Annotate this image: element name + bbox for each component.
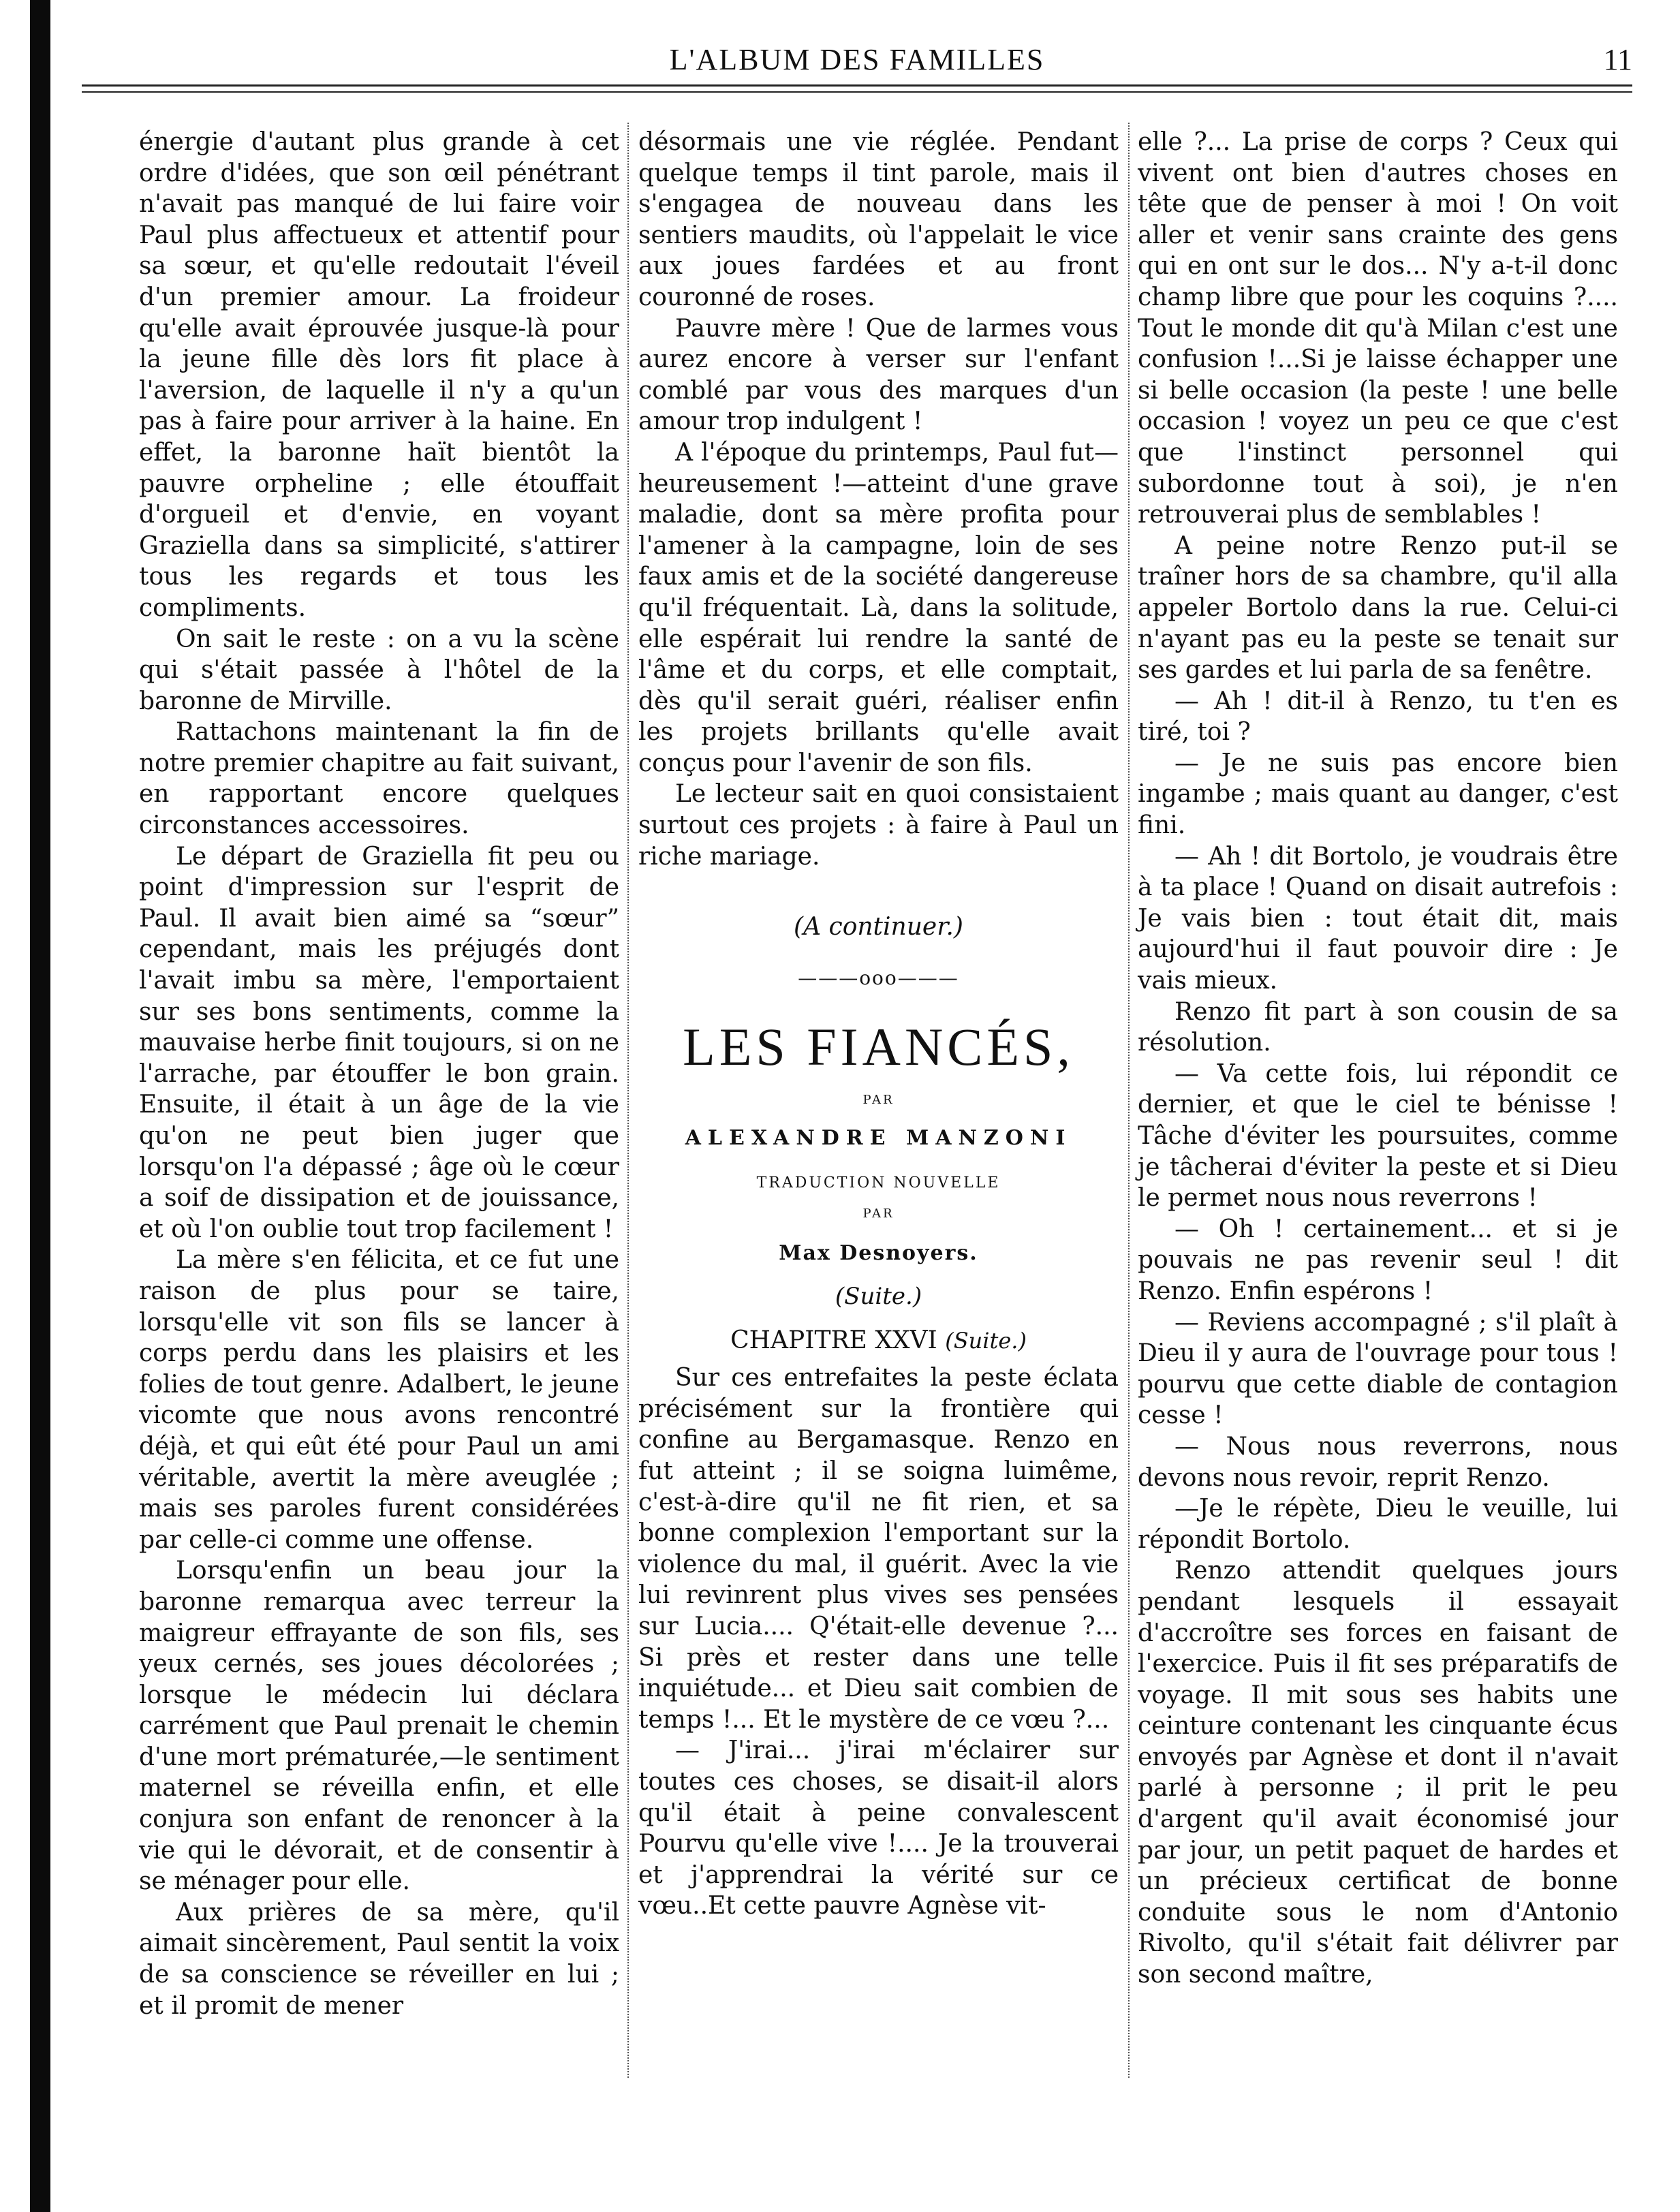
paragraph: Renzo attendit quelques jours pendant lesquels il essayait d'accroître ses forces en faisant de l'exercice. Puis il fit ses préparatifs de voyage. Il mit sous ses habits une ceinture contenant les cinquante écus envoyés par Agnèse et dont il n'avait parlé à personne ; il prit le peu d'argent qu'il avait économisé jour par jour, un petit paquet de hardes et un précieux certificat de bonne conduite sous le nom d'Antonio Rivolto, qu'il s'était fait délivrer par son second maître, [1138,1557,1618,1989]
paragraph: Rattachons maintenant la fin de notre premier chapitre au fait suivant, en rapportant encore quelques circonstances accessoires. [139,718,619,840]
paragraph: Renzo fit part à son cousin de sa résolution. [1138,997,1618,1057]
section-separator: ———ooo——— [798,967,959,990]
to-be-continued: (A continuer.) [794,913,963,941]
paragraph: Pauvre mère ! Que de larmes vous aurez encore à verser sur l'enfant comblé par vous des marques d'un amour trop indulgent ! [638,314,1119,436]
chapter-heading [638,1326,1119,1354]
translator-name: Max Desnoyers. [779,1241,978,1266]
header-rule-thin [82,91,1632,93]
paragraph: Sur ces entrefaites la peste éclata précisément sur la frontière qui confine au Bergamasque. Renzo en fut atteint ; il se soigna luimême, c'est-à-dire qu'il ne fit rien, et sa bonne complexion l'emportant sur la violence du mal, il guérit. Avec la vie lui revinrent plus vives ses pensées sur Lucia.... Q'était-elle devenue ?... Si près et rester dans une telle inquiétude... et Dieu sait combien de temps !... Et le mystère de ce vœu ?... [638,1364,1119,1734]
paragraph: désormais une vie réglée. Pendant quelque temps il tint parole, mais il s'engagea de nouveau dans les sentiers maudits, où l'appelait le vice aux joues fardées et au front couronné de roses. [638,128,1119,311]
paragraph: A peine notre Renzo put-il se traîner hors de sa chambre, qu'il alla appeler Bortolo dans la rue. Celui-ci n'ayant pas eu la peste se tenait sur ses gardes et lui parla de sa fenêtre. [1138,531,1618,685]
paragraph: Le lecteur sait en quoi consistaient surtout ces projets : à faire à Paul un riche mariage. [638,780,1119,871]
suite-note: (Suite.) [835,1283,922,1311]
page-number: 11 [1603,43,1632,76]
paragraph: — J'irai... j'irai m'éclairer sur toutes ces choses, se disait-il alors qu'il était à peine convalescent Pourvu qu'elle vive !.... Je la trouverai et j'apprendrai la vérité sur ce vœu..Et cette pauvre Agnèse vit- [638,1736,1119,1920]
column-divider [1128,123,1130,2078]
journal-title: L'ALBUM DES FAMILLES [669,43,1045,76]
paragraph: — Ah ! dit Bortolo, je voudrais être à ta place ! Quand on disait autrefois : Je vais bien : tout était dit, mais aujourd'hui il faut pouvoir dire : Je vais mieux. [1138,842,1618,995]
translation-note: TRADUCTION NOUVELLE [756,1174,1001,1192]
paragraph: — Reviens accompagné ; s'il plaît à Dieu il y aura de l'ouvrage pour tous ! pourvu que cette diable de contagion cesse ! [1138,1308,1618,1430]
chapter-title: CHAPITRE XXVI [730,1326,937,1355]
paragraph: On sait le reste : on a vu la scène qui s'était passée à l'hôtel de la baronne de Mirville. [139,625,619,715]
paragraph: — Va cette fois, lui répondit ce dernier, et que le ciel te bénisse ! Tâche d'éviter les poursuites, comme je tâcherai d'éviter la peste et si Dieu le permet nous nous reverrons ! [1138,1059,1618,1213]
column-3 [1138,127,1618,1991]
header-rule [82,84,1632,87]
paragraph: elle ?... La prise de corps ? Ceux qui vivent ont bien d'autres choses en tête que de penser à moi ! On voit aller et venir sans crainte des gens qui en ont sur le dos... N'y a-t-il donc champ libre que pour les coquins ?.... Tout le monde dit qu'à Milan c'est une confusion !...Si je laisse échapper une si belle occasion (la peste ! une belle occasion ! voyez un peu ce que c'est que l'instinct personnel qui subordonne tout à soi), je n'en retrouverai plus de semblables ! [1138,128,1618,529]
byline-par-2: PAR [862,1206,895,1221]
paragraph: A l'époque du printemps, Paul fut—heureusement !—atteint d'une grave maladie, dont sa mère profita pour l'amener à la campagne, loin de ses faux amis et de la société dangereuse qu'il fréquentait. Là, dans la solitude, elle espérait lui rendre la santé de l'âme et du corps, et elle comptait, dès qu'il serait guéri, réaliser enfin les projets brillants qu'elle avait conçus pour l'avenir de son fils. [638,438,1119,777]
column-1 [139,127,619,2021]
author-name: ALEXANDRE MANZONI [685,1126,1072,1151]
column-divider [627,123,629,2078]
paragraph: —Je le répète, Dieu le veuille, lui répondit Bortolo. [1138,1495,1618,1554]
paragraph: — Ah ! dit-il à Renzo, tu t'en es tiré, toi ? [1138,687,1618,747]
binding-edge [30,0,50,2212]
paragraph: La mère s'en félicita, et ce fut une raison de plus pour se taire, lorsqu'elle vit son fils se lancer à corps perdu dans les plaisirs et les folies de tout genre. Adalbert, le jeune vicomte que nous avons rencontré déjà, et qui eût été pour Paul un ami véritable, avertit la mère aveuglée ; mais ses paroles furent considérées par celle-ci comme une offense. [139,1246,619,1554]
paragraph: Le départ de Graziella fit peu ou point d'impression sur l'esprit de Paul. Il avait bien aimé sa “sœur” cependant, mais les préjugés dont l'avait imbu sa mère, l'emportaient sur ses bons sentiments, comme la mauvaise herbe finit toujours, si on ne l'arrache, par étouffer le bon grain. Ensuite, il était à un âge de la vie qu'on ne peut bien juger que lorsqu'on l'a dépassé ; âge où le cœur a soif de dissipation et de jouissance, et où l'on oublie tout trop facilement ! [139,842,619,1243]
paragraph: énergie d'autant plus grande à cet ordre d'idées, que son œil pénétrant n'avait pas manqué de lui faire voir Paul plus affectueux et attentif pour sa sœur, et qu'elle redoutait l'éveil d'un premier amour. La froideur qu'elle avait éprouvée jusque-là pour la jeune fille dès lors fit place à l'aversion, de laquelle il n'y a qu'un pas à faire pour arriver à la haine. En effet, la baronne haït bientôt la pauvre orpheline ; elle étouffait d'orgueil et d'envie, en voyant Graziella dans sa simplicité, s'attirer tous les regards et tous les compliments. [139,128,619,622]
byline-par: PAR [862,1093,895,1108]
column-2 [638,127,1119,1922]
chapter-suite: (Suite.) [945,1328,1027,1354]
paragraph: — Oh ! certainement... et si je pouvais ne pas revenir seul ! dit Renzo. Enfin espérons ! [1138,1215,1618,1305]
paragraph: Aux prières de sa mère, qu'il aimait sincèrement, Paul sentit la voix de sa conscience se réveiller en lui ; et il promit de mener [139,1898,619,2020]
paragraph: — Je ne suis pas encore bien ingambe ; mais quant au danger, c'est fini. [1138,749,1618,840]
serial-title: LES FIANCÉS, [683,1017,1074,1077]
page-header [82,42,1632,83]
paragraph: Lorsqu'enfin un beau jour la baronne remarqua avec terreur la maigreur effrayante de son fils, ses yeux cernés, ses joues décolorées ; lorsque le médecin lui déclara carrément que Paul prenait le chemin d'une mort prématurée,—le sentiment maternel se réveilla enfin, et elle conjura son enfant de renoncer à la vie qui le dévorait, et de consentir à se ménager pour elle. [139,1557,619,1896]
paragraph: — Nous nous reverrons, nous devons nous revoir, reprit Renzo. [1138,1432,1618,1492]
